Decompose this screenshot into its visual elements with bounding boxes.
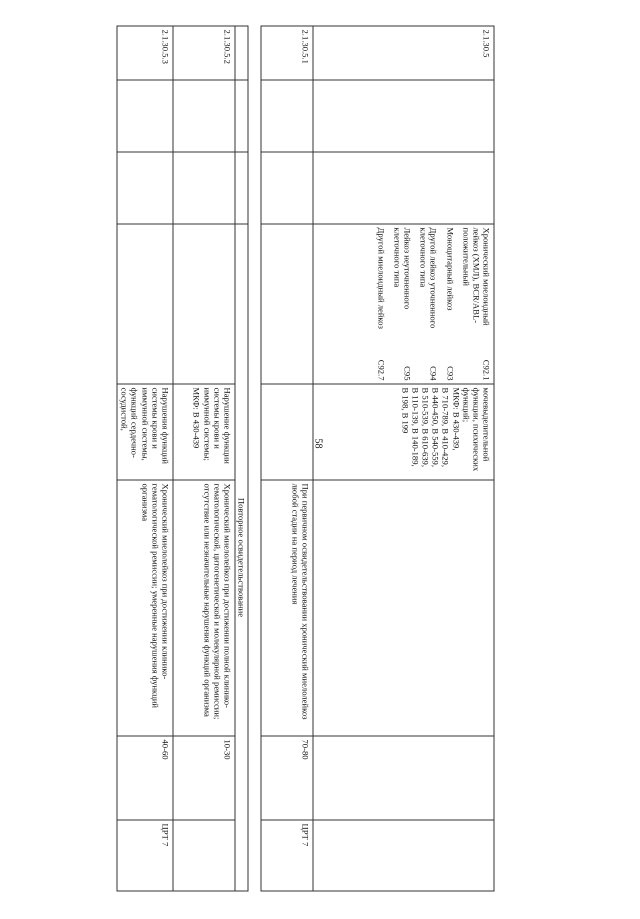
empty-cell: [173, 80, 235, 152]
separator-row: [248, 26, 261, 891]
empty-cell: [235, 152, 248, 224]
percent-cell: [313, 736, 494, 820]
disease-entry: [392, 228, 412, 381]
percent-cell: 10-30: [173, 736, 235, 820]
reference-cell: [313, 820, 494, 891]
impairments-cell: Нарушения функций системы крови и иммунной системы, функций сердечно-сосудистой,: [117, 384, 173, 480]
icd-code: C92.7: [376, 359, 387, 381]
empty-cell: [261, 152, 313, 224]
impairments-cell: [261, 384, 313, 480]
criteria-cell: Хронический миелолейкоз при достижении клинико-гематологической ремиссии; умеренные нарушения функций организма: [117, 480, 173, 736]
disease-name: Другой лейкоз уточненного клеточного типа: [418, 227, 439, 329]
empty-cell: [261, 80, 313, 152]
row-id: 2.1.30.5.3: [117, 26, 173, 80]
percent-cell: 70-80: [261, 736, 313, 820]
diseases-cell: [313, 224, 494, 384]
disease-name: Хронический миелоидный лейкоз (ХМЛ), BCR/ABL-положительный: [461, 227, 492, 326]
icd-code: C94: [428, 366, 439, 381]
criteria-cell: Хронический миелолейкоз при достижении полной клинико-гематологической, цитогенетической и молекулярной ремиссии; отсутствие или незначительные нарушения функций организма: [173, 480, 235, 736]
empty-cell: [173, 224, 235, 384]
row-id: 2.1.30.5: [313, 26, 494, 80]
empty-cell: [173, 152, 235, 224]
disease-name: Моноцитарный лейкоз: [445, 227, 456, 311]
disease-name: Лейкоз неуточненного клеточного типа: [392, 227, 413, 310]
reference-cell: ЦРТ 7: [261, 820, 313, 891]
empty-cell: [117, 224, 173, 384]
percent-cell: 40-60: [117, 736, 173, 820]
table-row: [235, 26, 248, 891]
empty-cell: [117, 152, 173, 224]
icd-code: C93: [445, 366, 456, 381]
empty-cell: [313, 152, 494, 224]
empty-cell: [313, 80, 494, 152]
page-number: 58: [312, 438, 324, 449]
impairments-cell: мочевыделительной функции, психических функций; МКФ: В 430-439, В 710-789, В 410-429, В 440-450, В 540-559, В 510-539, В 610-639, В 110-139, В 140-189, В 198, В 199: [313, 384, 494, 480]
reference-cell: ЦРТ 7: [117, 820, 173, 891]
row-separator: [248, 26, 261, 891]
table-row: [261, 26, 313, 891]
disease-entry: [376, 228, 386, 381]
disease-entry: [445, 228, 455, 381]
reference-cell: [173, 820, 235, 891]
criteria-cell: При первичном освидетельствовании хронический миелолейкоз любой стадии на период лечения: [261, 480, 313, 736]
impairments-cell: Нарушение функции системы крови и иммунной системы; МКФ: В 430-439: [173, 384, 235, 480]
disease-name: Другой миелоидный лейкоз: [376, 227, 387, 329]
table-row: [313, 26, 494, 891]
empty-cell: [235, 26, 248, 80]
icd-code: C95: [402, 366, 413, 381]
empty-cell: [117, 80, 173, 152]
criteria-cell: [313, 480, 494, 736]
icd-code: C92.1: [481, 359, 492, 381]
empty-cell: [235, 80, 248, 152]
table-row: [173, 26, 235, 891]
row-id: 2.1.30.5.2: [173, 26, 235, 80]
disease-entry: [461, 228, 491, 381]
section-subheading: Повторное освидетельствование: [235, 224, 248, 891]
disability-criteria-table: [119, 26, 495, 891]
row-id: 2.1.30.5.1: [261, 26, 313, 80]
table-row: [117, 26, 173, 891]
disease-entry: [419, 228, 439, 381]
empty-cell: [261, 224, 313, 384]
